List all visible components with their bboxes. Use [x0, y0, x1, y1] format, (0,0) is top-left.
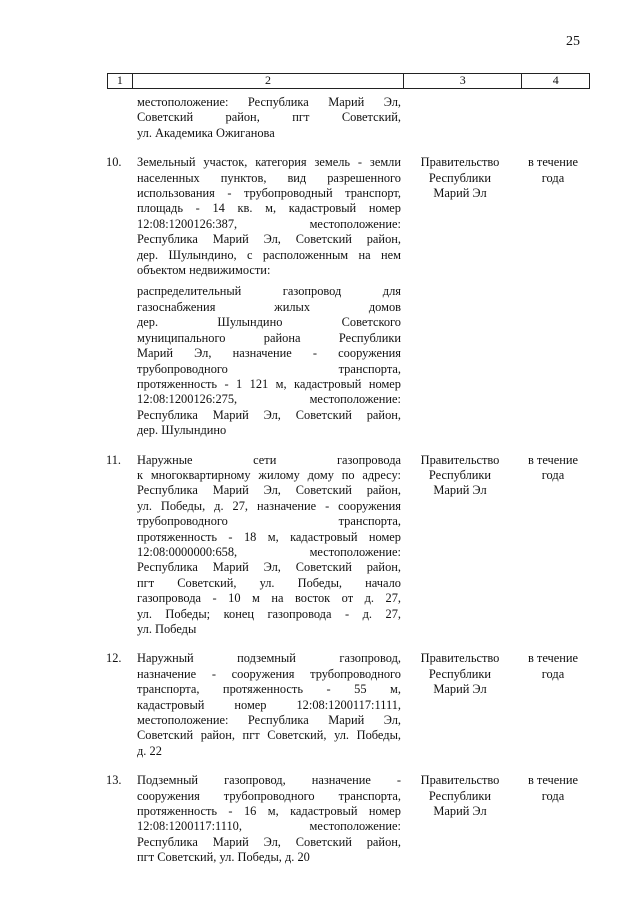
description-line: к многоквартирному жилому дому по адресу:: [137, 467, 401, 482]
description-paragraph: [137, 155, 401, 278]
row-term: [519, 773, 587, 865]
description-line: трубопроводного транспорта,: [137, 361, 401, 376]
description-line: Республика Марий Эл, Советский район,: [137, 834, 401, 849]
authority-line: Республики: [428, 467, 492, 482]
row-term: [519, 155, 587, 438]
term-line: года: [541, 788, 565, 803]
description-paragraph: [137, 651, 401, 759]
description-line: Республика Марий Эл, Советский район,: [137, 232, 401, 247]
row-authority: [401, 651, 519, 759]
description-line: муниципального района Республики: [137, 330, 401, 345]
description-line: пгт Советский, ул. Победы, д. 20: [137, 850, 310, 865]
row-term: [519, 95, 587, 141]
term-line: в течение: [527, 651, 579, 666]
row-gap: [100, 141, 590, 155]
row-description: [137, 95, 401, 141]
header-col-3: 3: [404, 74, 522, 88]
description-line: Республика Марий Эл, Советский район,: [137, 483, 401, 498]
term-line: года: [541, 666, 565, 681]
header-col-2: 2: [133, 74, 404, 88]
row-description: [137, 773, 401, 865]
authority-line: Правительство: [420, 651, 500, 666]
description-line: протяженность - 1 121 м, кадастровый номер: [137, 376, 401, 391]
table-body: [100, 95, 590, 866]
row-authority: [401, 95, 519, 141]
row-number: 11.: [106, 452, 122, 467]
description-line: трубопроводного транспорта,: [137, 514, 401, 529]
row-gap: [100, 439, 590, 453]
table-row: [100, 155, 590, 438]
table-row: [100, 95, 590, 141]
description-line: 12:08:1200117:1110, местоположение:: [137, 819, 401, 834]
description-line: газоснабжения жилых домов: [137, 299, 401, 314]
row-authority: [401, 773, 519, 865]
description-line: ул. Победы: [137, 622, 197, 636]
description-line: Советский район, пгт Советский, ул. Победы,: [137, 728, 401, 743]
row-number: 10.: [106, 155, 122, 170]
row-term: [519, 651, 587, 759]
term-line: в течение: [527, 773, 579, 788]
row-authority: [401, 453, 519, 638]
table-header: [107, 73, 590, 89]
table-row: [100, 453, 590, 638]
description-line: Наружные сети газопровода: [137, 452, 401, 467]
table-row: [100, 773, 590, 865]
description-line: д. 22: [137, 743, 162, 758]
authority-line: Республики: [428, 666, 492, 681]
row-description: [137, 651, 401, 759]
row-number: [100, 95, 137, 141]
description-line: объектом недвижимости:: [137, 263, 271, 278]
row-term: [519, 453, 587, 638]
table-row: [100, 651, 590, 759]
description-line: ул. Победы, д. 27, назначение - сооружения: [137, 498, 401, 513]
description-line: Марий Эл, назначение - сооружения: [137, 346, 401, 361]
row-gap: [100, 759, 590, 773]
term-line: года: [541, 170, 565, 185]
header-col-1: 1: [108, 74, 133, 88]
description-line: Земельный участок, категория земель - земли: [137, 155, 401, 170]
authority-line: Правительство: [420, 452, 500, 467]
authority-line: Правительство: [420, 155, 500, 170]
description-line: Наружный подземный газопровод,: [137, 651, 401, 666]
description-line: 12:08:1200126:275, местоположение:: [137, 392, 401, 407]
description-line: дер. Шулындино, с расположенным на нем: [137, 247, 401, 262]
term-line: в течение: [527, 452, 579, 467]
description-line: назначение - сооружения трубопроводного: [137, 666, 401, 681]
description-line: распределительный газопровод для: [137, 284, 401, 299]
description-line: газопровода - 10 м на восток от д. 27,: [137, 591, 401, 606]
description-line: дер. Шулындино Советского: [137, 315, 401, 330]
description-line: Республика Марий Эл, Советский район,: [137, 407, 401, 422]
authority-line: Марий Эл: [433, 682, 487, 697]
description-line: протяженность - 16 м, кадастровый номер: [137, 804, 401, 819]
authority-line: Марий Эл: [433, 804, 487, 819]
row-authority: [401, 155, 519, 438]
authority-line: Марий Эл: [433, 186, 487, 201]
description-line: 12:08:0000000:658, местоположение:: [137, 544, 401, 559]
row-gap: [100, 637, 590, 651]
description-line: Советский район, пгт Советский,: [137, 110, 401, 125]
authority-line: Республики: [428, 170, 492, 185]
description-line: площадь - 14 кв. м, кадастровый номер: [137, 201, 401, 216]
row-description: [137, 453, 401, 638]
description-line: 12:08:1200126:387, местоположение:: [137, 216, 401, 231]
row-description: [137, 155, 401, 438]
authority-line: Правительство: [420, 773, 500, 788]
description-line: населенных пунктов, вид разрешенного: [137, 170, 401, 185]
description-paragraph: [137, 773, 401, 865]
term-line: года: [541, 467, 565, 482]
description-line: транспорта, протяженность - 55 м,: [137, 682, 401, 697]
description-line: местоположение: Республика Марий Эл,: [137, 95, 401, 109]
description-line: ул. Академика Ожиганова: [137, 125, 275, 140]
description-line: местоположение: Республика Марий Эл,: [137, 713, 401, 728]
description-paragraph: [137, 453, 401, 638]
description-paragraph: [137, 284, 401, 438]
row-number: 12.: [106, 651, 122, 666]
term-line: в течение: [527, 155, 579, 170]
page-number: 25: [566, 34, 580, 49]
description-line: сооружения трубопроводного транспорта,: [137, 788, 401, 803]
description-line: использования - трубопроводный транспорт,: [137, 186, 401, 201]
description-line: пгт Советский, ул. Победы, начало: [137, 575, 401, 590]
description-paragraph: [137, 95, 401, 141]
authority-line: Республики: [428, 788, 492, 803]
authority-line: Марий Эл: [433, 483, 487, 498]
description-line: дер. Шулындино: [137, 423, 227, 438]
description-line: кадастровый номер 12:08:1200117:1111,: [137, 697, 401, 712]
description-line: Республика Марий Эл, Советский район,: [137, 560, 401, 575]
description-line: Подземный газопровод, назначение -: [137, 773, 401, 788]
header-col-4: 4: [552, 73, 559, 87]
description-line: ул. Победы; конец газопровода - д. 27,: [137, 606, 401, 621]
description-line: протяженность - 18 м, кадастровый номер: [137, 529, 401, 544]
row-number: 13.: [106, 773, 122, 788]
